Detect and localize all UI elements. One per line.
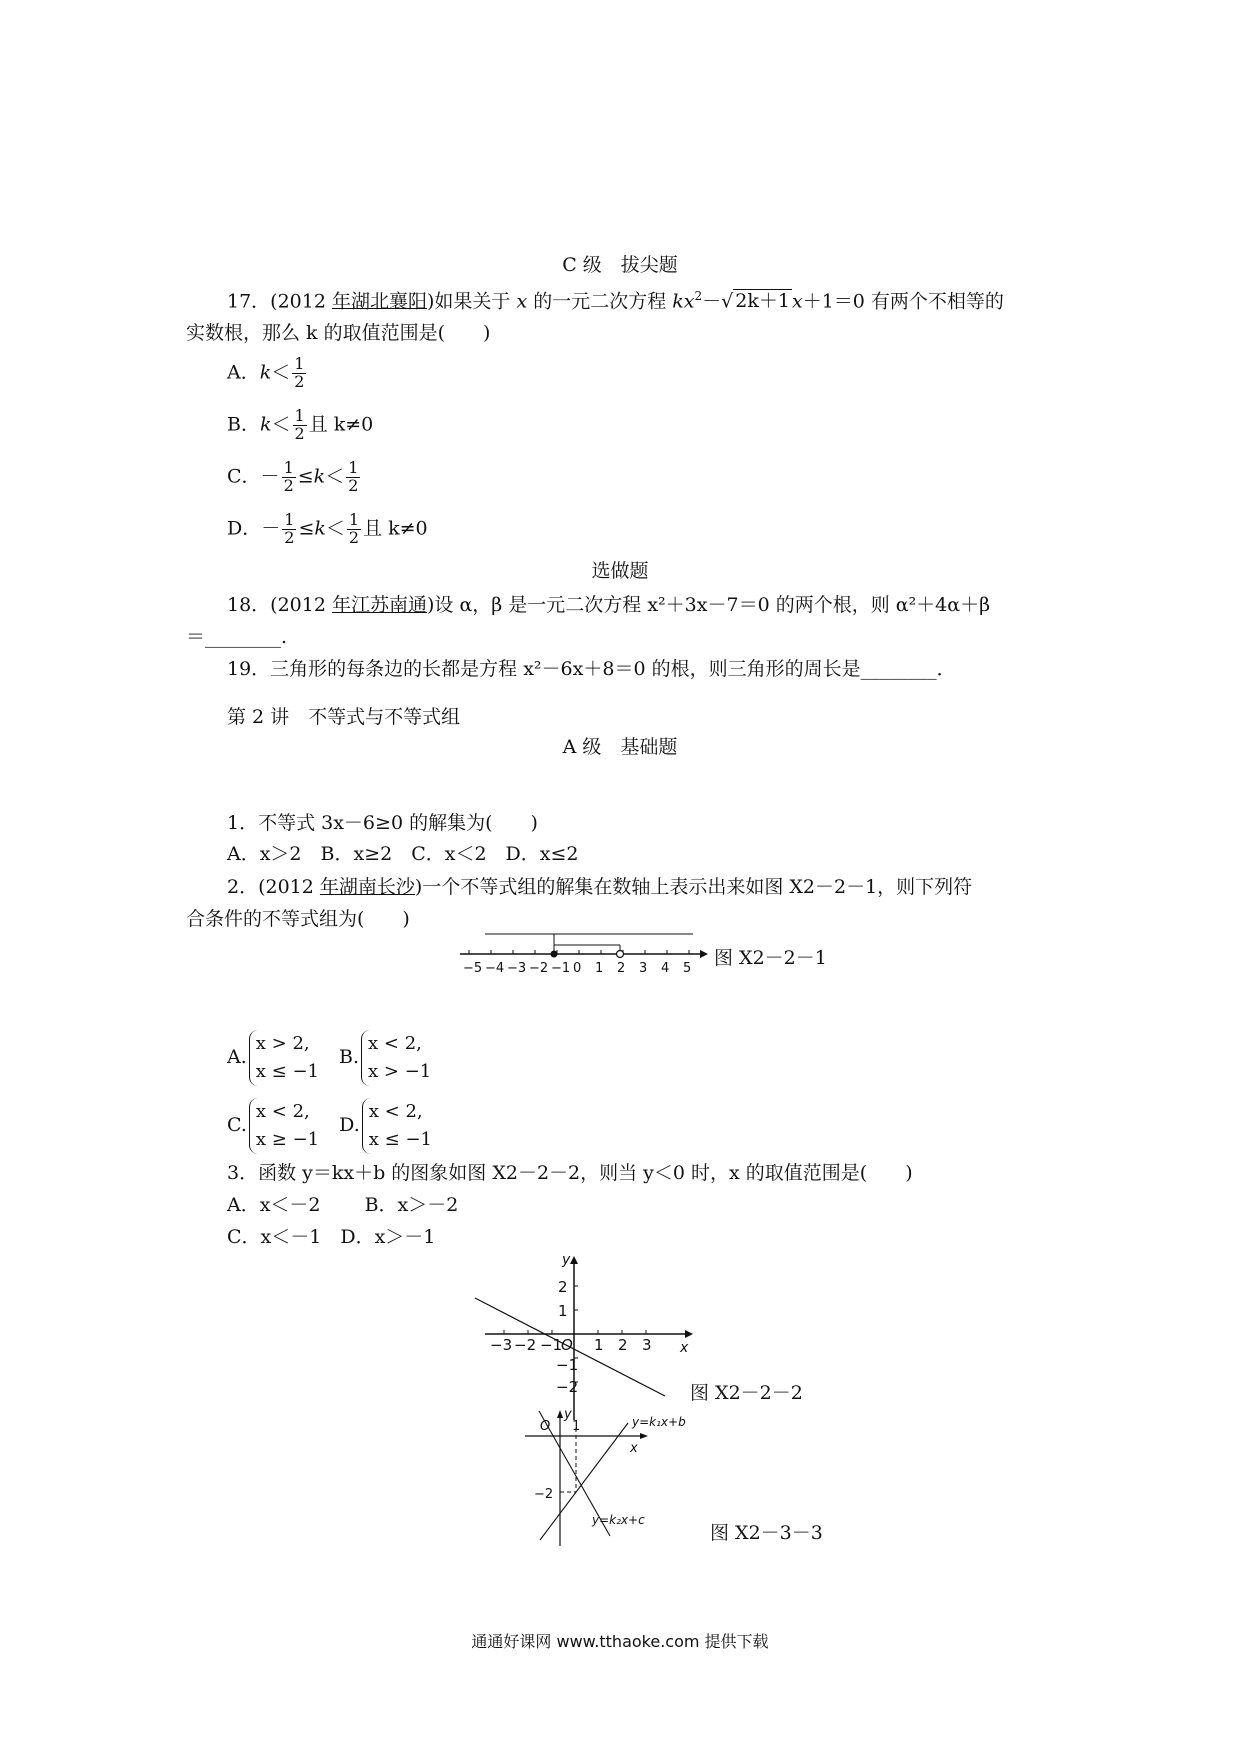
fig-x2-3-3-caption: 图 X2－3－3 [710, 1522, 823, 1544]
lecture-title: 第 2 讲 不等式与不等式组 [227, 706, 461, 728]
svg-text:−3: −3 [490, 1336, 513, 1354]
number-line-tick-label: 1 [595, 961, 604, 976]
q19: 19．三角形的每条边的长都是方程 x²－6x＋8＝0 的根，则三角形的周长是________． [227, 658, 956, 680]
footer: 通通好课网 www.tthaoke.com 提供下载 [471, 1632, 769, 1651]
q2-options-ab: A. x > 2, x ≤ −1 B. x < 2, x > −1 [227, 1030, 431, 1086]
q3-options-cd: C．x＜－1 D．x＞－1 [227, 1226, 436, 1248]
svg-text:2: 2 [618, 1336, 628, 1354]
svg-text:−1: −1 [540, 1336, 563, 1354]
q17-option-d: D．－ $\frac{1}{2}$ ≤k＜ $\frac{1}{2}$ 且 k≠0 [227, 510, 428, 547]
svg-text:2: 2 [558, 1278, 568, 1296]
number-line-figure [450, 920, 720, 976]
q2-line1: 2．(2012 年湖南长沙)一个不等式组的解集在数轴上表示出来如图 X2－2－1，则下列符 [227, 876, 973, 898]
svg-text:−1: −1 [556, 1356, 579, 1374]
q17-line2: 实数根，那么 k 的取值范围是( ) [186, 322, 491, 344]
number-line-tick-label: 4 [661, 961, 670, 976]
number-line-tick-label: −3 [507, 961, 527, 976]
optional-title: 选做题 [591, 560, 649, 582]
svg-text:−2: −2 [534, 1487, 554, 1502]
number-line-tick-label: 0 [573, 961, 582, 976]
svg-text:1: 1 [558, 1302, 568, 1320]
svg-text:3: 3 [642, 1336, 652, 1354]
system-c: x < 2, x ≥ −1 [249, 1098, 319, 1154]
svg-text:−2: −2 [514, 1336, 537, 1354]
q18-line1: 18．(2012 年江苏南通)设 α，β 是一元二次方程 x²＋3x－7＝0 的两个根，则 α²＋4α＋β [227, 594, 991, 616]
svg-text:y: y [562, 1252, 571, 1268]
function-graph-x2-3-3 [520, 1408, 720, 1546]
number-line-tick-label: 5 [683, 961, 692, 976]
q17-option-b: B．k＜ $\frac{1}{2}$ 且 k≠0 [227, 406, 374, 443]
system-d: x < 2, x ≤ −1 [362, 1098, 432, 1154]
svg-text:y=k₂x+c: y=k₂x+c [592, 1513, 645, 1527]
q17-option-c: C．－ $\frac{1}{2}$ ≤k＜ $\frac{1}{2}$ [227, 458, 359, 495]
svg-text:x: x [630, 1441, 638, 1456]
q17-line1: 17．(2012 年湖北襄阳)如果关于 x 的一元二次方程 $kx^2-√$ 2k＋1 x＋1＝0 有两个不相等的 [227, 289, 1004, 313]
open-point-marker [617, 951, 624, 958]
system-a: x > 2, x ≤ −1 [249, 1030, 319, 1086]
section-c-title: C 级 拔尖题 [562, 254, 678, 276]
svg-text:−2: −2 [556, 1378, 579, 1396]
q3-options-ab: A．x＜－2 B．x＞－2 [227, 1194, 459, 1216]
q1-options: A．x＞2 B．x≥2 C．x＜2 D．x≤2 [227, 843, 579, 865]
svg-text:x: x [680, 1340, 689, 1356]
number-line-tick-label: −1 [551, 961, 571, 976]
svg-text:y=k₁x+b: y=k₁x+b [632, 1415, 686, 1429]
svg-text:1: 1 [572, 1419, 581, 1434]
svg-text:O: O [561, 1336, 573, 1354]
svg-text:O: O [540, 1419, 551, 1434]
q3-stem: 3．函数 y＝kx＋b 的图象如图 X2－2－2，则当 y＜0 时，x 的取值范围是( ) [227, 1162, 913, 1184]
svg-text:y: y [564, 1408, 572, 1422]
q18-line2: ＝________. [186, 626, 288, 648]
number-line-tick-label: −5 [463, 961, 483, 976]
fig-x2-2-1-caption: 图 X2－2－1 [714, 947, 827, 969]
q2-line2: 合条件的不等式组为( ) [186, 908, 410, 930]
function-graph-x2-2-2 [470, 1252, 700, 1424]
number-line-tick-label: −2 [529, 961, 549, 976]
q2-options-cd: C. x < 2, x ≥ −1 D. x < 2, x ≤ −1 [227, 1098, 432, 1154]
number-line-tick-label: 3 [639, 961, 648, 976]
svg-text:1: 1 [594, 1336, 604, 1354]
q17-option-a: A．k＜ $\frac{1}{2}$ [227, 354, 305, 391]
fig-x2-2-2-caption: 图 X2－2－2 [690, 1382, 803, 1404]
number-line-tick-label: −4 [485, 961, 505, 976]
closed-point-marker [551, 951, 558, 958]
system-b: x < 2, x > −1 [361, 1030, 431, 1086]
q1-stem: 1．不等式 3x－6≥0 的解集为( ) [227, 812, 538, 834]
section-a-title: A 级 基础题 [562, 736, 678, 758]
number-line-tick-label: 2 [617, 961, 626, 976]
